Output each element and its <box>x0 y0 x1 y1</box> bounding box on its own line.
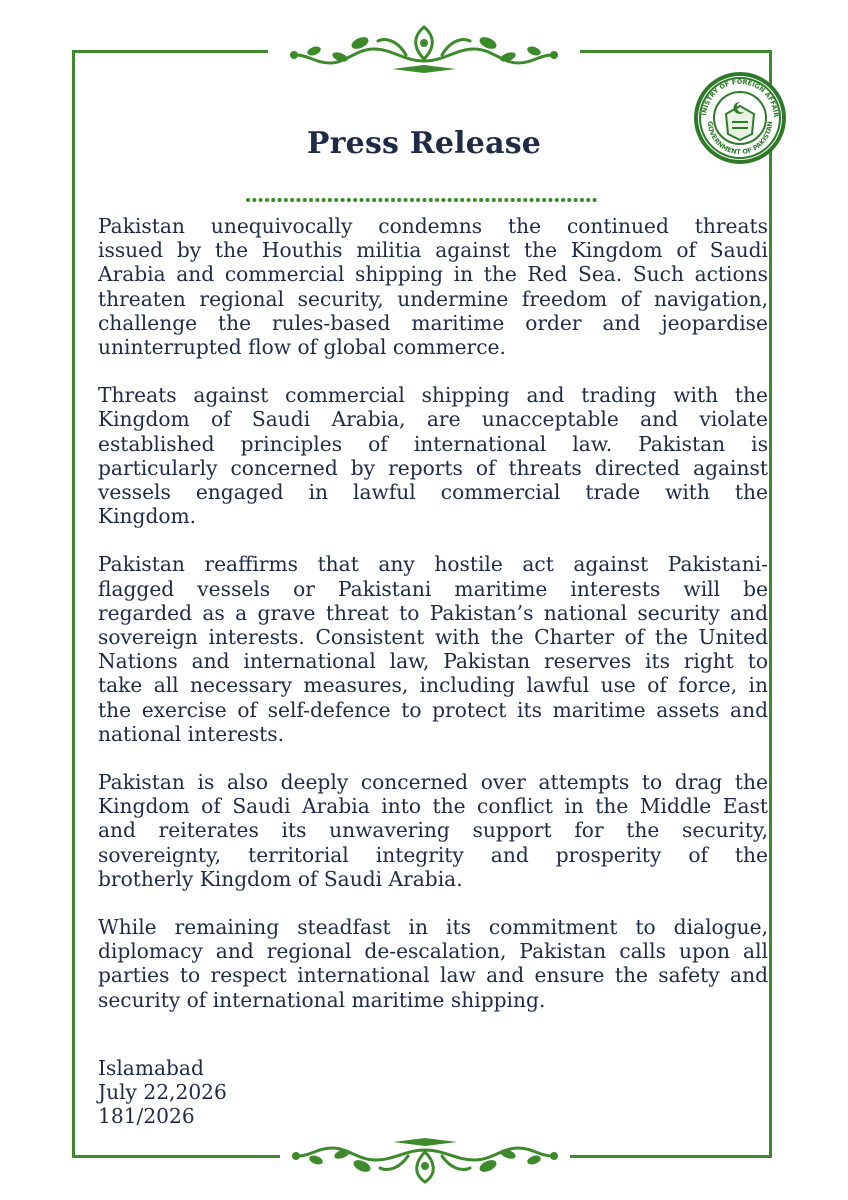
text-line: issued by the Houthis militia against the Kingdom of Saudi <box>98 238 768 263</box>
text-line: security of international maritime shipping. <box>98 987 546 1012</box>
text-line: parties to respect international law and ensure the safety and <box>98 963 768 988</box>
text-line: the exercise of self-defence to protect its maritime assets and <box>98 697 768 722</box>
dotted-divider <box>246 196 602 204</box>
text-line: vessels engaged in lawful commercial trade with the <box>98 480 768 505</box>
place-line: Islamabad <box>98 1056 204 1080</box>
text-line: sovereign interests. Consistent with the Charter of the United <box>98 625 768 650</box>
text-line: threaten regional security, undermine freedom of navigation, <box>98 286 768 311</box>
text-line: Threats against commercial shipping and trading with the <box>98 383 768 408</box>
text-line: Pakistan reaffirms that any hostile act against Pakistani- <box>98 552 768 577</box>
top-floral-ornament <box>268 18 580 80</box>
bottom-floral-ornament <box>280 1128 570 1188</box>
date-line: July 22,2026 <box>98 1080 227 1104</box>
svg-text:MINISTRY OF FOREIGN AFFAIRS: INISTRY OF FOREIGN AFFAIR <box>700 77 781 118</box>
svg-text:GOVERNMENT OF PAKISTAN: GOVERNMENT OF PAKISTAN <box>705 120 775 157</box>
release-footer <box>98 1056 227 1128</box>
page-title: Press Release <box>306 126 542 161</box>
text-line: Kingdom of Saudi Arabia, are unacceptable and violate <box>98 407 768 432</box>
paragraph-3 <box>98 552 768 746</box>
text-line: Pakistan unequivocally condemns the continued threats <box>98 214 768 238</box>
text-line: brotherly Kingdom of Saudi Arabia. <box>98 866 463 891</box>
text-line: particularly concerned by reports of threats directed against <box>98 455 768 480</box>
paragraph-5 <box>98 915 768 1012</box>
text-line: Arabia and commercial shipping in the Red Sea. Such actions <box>98 262 768 287</box>
paragraph-4 <box>98 770 768 891</box>
text-line: take all necessary measures, including lawful use of force, in <box>98 673 768 698</box>
press-release-body <box>98 214 768 1036</box>
text-line: sovereignty, territorial integrity and prosperity of the <box>98 842 768 867</box>
paragraph-2 <box>98 383 768 528</box>
text-line: uninterrupted flow of global commerce. <box>98 335 506 360</box>
text-line: flagged vessels or Pakistani maritime interests will be <box>98 576 768 601</box>
text-line: Nations and international law, Pakistan reserves its right to <box>98 649 768 674</box>
text-line: diplomacy and regional de-escalation, Pakistan calls upon all <box>98 939 768 964</box>
reference-number: 181/2026 <box>98 1104 195 1128</box>
text-line: Kingdom of Saudi Arabia into the conflict in the Middle East <box>98 794 768 819</box>
text-line: and reiterates its unwavering support for the security, <box>98 818 768 843</box>
text-line: established principles of international law. Pakistan is <box>98 431 768 456</box>
text-line: Kingdom. <box>98 504 197 529</box>
text-line: national interests. <box>98 721 285 746</box>
text-line: Pakistan is also deeply concerned over attempts to drag the <box>98 770 768 795</box>
text-line: While remaining steadfast in its commitment to dialogue, <box>98 915 768 940</box>
text-line: regarded as a grave threat to Pakistan’s national security and <box>98 600 768 625</box>
paragraph-1 <box>98 214 768 359</box>
text-line: challenge the rules-based maritime order and jeopardise <box>98 310 768 335</box>
